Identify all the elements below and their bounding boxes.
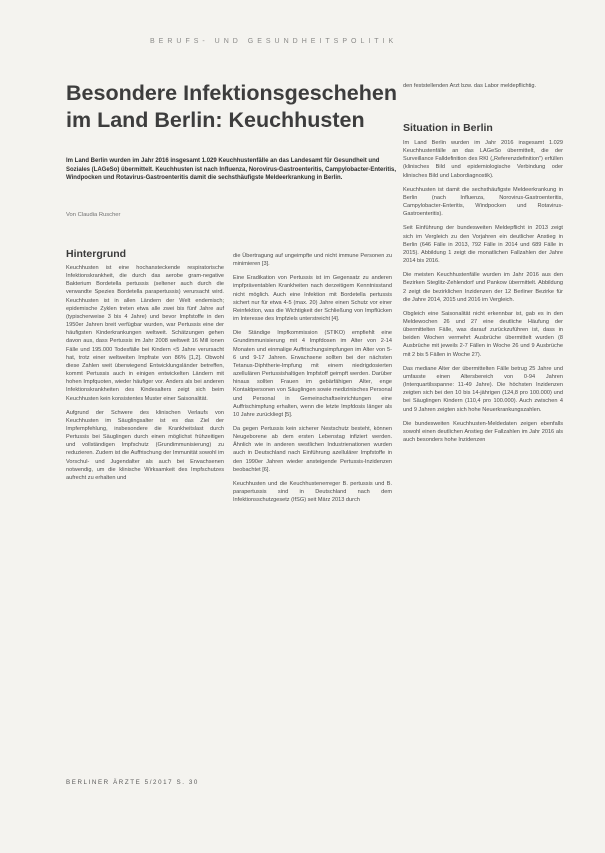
paragraph: Die Ständige Impfkommission (STIKO) empfiehlt eine Grundimmunisierung mit 4 Impfdosen im Alter von 2-14 Monaten und einmalige Auffrischungsimpfungen im Alter von 5-6 und 9-17 Jahren. Erwachsene sollten bei der nächsten Tetanus-Diphtherie-Impfung mit einem niedrigdosierten azellulären Pertussishaltigen Impfstoff geimpft werden. Darüber hinaus sollten Frauen im gebärfähigen Alter, enge Kontaktpersonen von Säuglingen sowie medizinisches Personal und Personal in Gemeinschaftseinrichtungen eine Auffrischimpfung erhalten, wenn die letzte Impfdosis länger als 10 Jahre zurückliegt [5].: [233, 330, 392, 418]
article-author: Von Claudia Ruscher: [66, 212, 121, 218]
paragraph: Obgleich eine Saisonalität nicht erkennbar ist, gab es in den Meldewochen 26 und 27 eine deutliche Häufung der übermittelten Fälle, was darauf zurückzuführen ist, dass in beiden Wochen vermehrt Ausbrüche übermittelt wurden (8 Ausbrüche mit jeweils 2-7 Fällen in Woche 26 und 9 Ausbrüche mit 2 bis 5 Fällen in Woche 27).: [403, 310, 563, 358]
paragraph: Aufgrund der Schwere des klinischen Verlaufs von Keuchhusten im Säuglingsalter ist es das Ziel der Impfempfehlung, insbesondere die Krankheitslast durch Pertussis bei Säuglingen durch einen möglichst frühzeitigen und vollständigen Impfschutz (Grundimmunisierung) zu reduzieren. Zudem ist die Auffrischung der Immunität sowohl im Vorschul- und Jugendalter als auch bei Erwachsenen notwendig, um die klinische Wirksamkeit des Impfschutzes aufrecht zu erhalten und: [66, 409, 224, 481]
article-title: Besondere Infektionsgeschehen im Land Berlin: Keuchhusten: [66, 81, 397, 132]
text-column-1: [66, 264, 224, 488]
subheading-hintergrund: Hintergrund: [66, 248, 127, 260]
text-column-2: [233, 252, 392, 510]
paragraph: Die bundesweiten Keuchhusten-Meldedaten zeigen ebenfalls sowohl einen deutlichen Anstieg der Fallzahlen im Jahr 2016 als auch besonders hohe Inzidenzen: [403, 420, 563, 443]
paragraph: Im Land Berlin wurden im Jahr 2016 insgesamt 1.029 Keuchhustenfälle an das LAGeSo übermittelt, die der Surveillance Falldefinition des RKI („Referenzdefinition") erfüllen (klinisches Bild und epidemiologische Verbindung oder klinisches Bild und Labordiagnostik).: [403, 140, 563, 179]
article-intro: Im Land Berlin wurden im Jahr 2016 insgesamt 1.029 Keuchhustenfälle an das Landesamt für Gesundheit und Soziales (LAGeSo) übermittelt. Keuchhusten ist nach Influenza, Norovirus-Gastroenteritis, Campylobacter-Enteritis, Windpocken und Rotavirus-Gastroenteritis damit die sechsthäufigste Meldeerkrankung in Berlin.: [66, 158, 397, 182]
paragraph: Die meisten Keuchhustenfälle wurden im Jahr 2016 aus den Bezirken Steglitz-Zehlendorf und Pankow übermittelt. Abbildung 2 zeigt die bezirklichen Inzidenzen der 12 Berliner Bezirke für die Jahre 2014, 2015 und 2016 im Vergleich.: [403, 272, 563, 303]
subheading-situation-in-berlin: Situation in Berlin: [403, 122, 493, 134]
paragraph: Das mediane Alter der übermittelten Fälle betrug 25 Jahre und umfasste einen Altersbereich von 0-94 Jahren (Interquartilsspanne: 11-49 Jahre). Die höchsten Inzidenzen zeigten sich bei den 10 bis 14-jährigen (124,8 pro 100.000) und bei Säuglingen Kindern (110,4 pro 100.000). Auch zwischen 4 und 9 Jahren zeigten sich hohe Neuerkrankungszahlen.: [403, 365, 563, 413]
page-footer: BERLINER ÄRZTE 5/2017 S. 30: [66, 779, 199, 786]
paragraph: Da gegen Pertussis kein sicherer Nestschutz besteht, können Neugeborene ab dem ersten Lebenstag infiziert werden. Ähnlich wie in anderen westlichen Industrienationen wurden auch in Deutschland nach Einführung azellulärer Impfstoffe in den 1990er Jahren wieder ansteigende Pertussis-Inzidenzen beobachtet [6].: [233, 425, 392, 473]
paragraph: Keuchhusten und die Keuchhustenerreger B. pertussis und B. parapertussis sind in Deutschland nach dem Infektionsschutzgesetz (IfSG) seit März 2013 durch: [233, 480, 392, 504]
text-column-3: [403, 139, 563, 450]
paragraph: Seit Einführung der bundesweiten Meldepflicht in 2013 zeigt sich im Vergleich zu den Vorjahren ein deutlicher Anstieg in Berlin (646 Fälle in 2013, 792 Fälle in 2014 und 689 Fälle in 2015). Abbildung 1 zeigt die monatlichen Fallzahlen der Jahre 2014 bis 2016.: [403, 225, 563, 265]
paragraph: die Übertragung auf ungeimpfte und nicht immune Personen zu minimieren [3].: [233, 253, 392, 268]
paragraph: Keuchhusten ist eine hochansteckende respiratorische Infektionskrankheit, die durch das aerobe gram-negative Bakterium Bordetella pertussis (seltener auch durch die verwandte Spezies Bordetella parapertussis) verursacht wird. Keuchhusten ist in allen Ländern der Welt endemisch; epidemische Zyklen treten etwa alle zwei bis fünf Jahre auf (typischerweise 3 bis 4 Jahre) und bevor Impfstoffe in den 1950er Jahren breit verfügbar wurden, war Pertussis eine der häufigsten Kinderkrankungen weltweit. Schätzungen gehen davon aus, dass Pertussis im Jahr 2008 weltweit 16 Mill ionen Fälle und 195.000 Todesfälle bei Kindern <5 Jahre verursacht hat, trotz einer weltweiten Impfrate von 86% [1,2]. Obwohl diese Zahlen weit überwiegend Entwicklungsländer betreffen, kommt Pertussis auch in einigen entwickelten Ländern mit hohen Impfquoten, wieder häufiger vor. Anders als bei anderen Infektionskrankheiten des Kindesalters zeigt sich beim Keuchhusten kein konsistentes Muster einer Saisonalität.: [66, 265, 224, 402]
column-3-continuation: den feststellenden Arzt bzw. das Labor meldepflichtig.: [403, 83, 537, 89]
section-header: BERUFS- UND GESUNDHEITSPOLITIK: [150, 38, 398, 45]
paragraph: Eine Eradikation von Pertussis ist im Gegensatz zu anderen impfpräventablen Krankheiten nach derzeitigem Kenntnisstand nicht möglich. Auch eine Infektion mit Bordetella pertussis sichert nur für etwa 4-5 (max. 20) Jahre einen Schutz vor einer Reinfektion, was die Wichtigkeit der Schließung von Impflücken im Interesse des Impfziels unterstreicht [4].: [233, 275, 392, 323]
paragraph: Keuchhusten ist damit die sechsthäufigste Meldeerkrankung in Berlin (nach Influenza, Norovirus-Gastroenteritis, Campylobacter-Enteritis, Windpocken und Rotavirus-Gastroenteritis).: [403, 186, 563, 218]
